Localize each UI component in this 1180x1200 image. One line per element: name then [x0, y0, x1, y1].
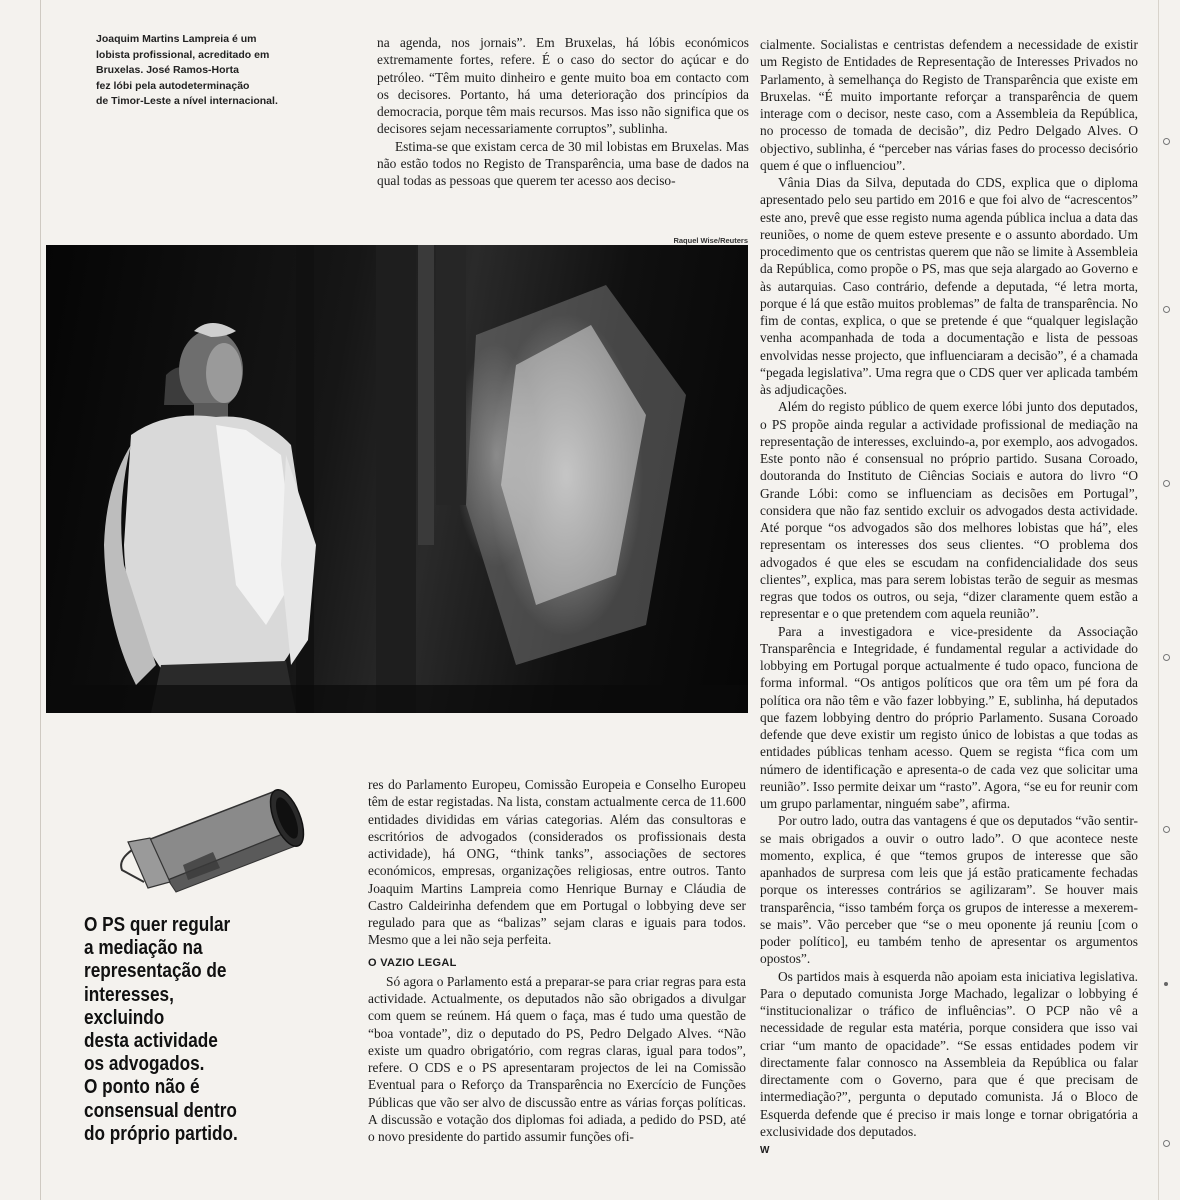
- pull-quote-line: desta actividade: [84, 1030, 218, 1053]
- caption-line: fez lóbi pela autodeterminação: [96, 79, 250, 92]
- article-column-1: [377, 34, 749, 189]
- section-subheading: O VAZIO LEGAL: [368, 956, 457, 969]
- paragraph: Só agora o Parlamento está a preparar-se para criar regras para esta actividade. Actualmente, os deputados não são obrigados a divulgar com quem se reúnem. Há quem o faça, mas é tudo uma questão de “boa vontade”, diz o deputado do PS, Pedro Delgado Alves. “Não existe um quadro obrigatório, com regras claras, igual para todos”, refere. O CDS e o PS apresentaram projectos de lei na Comissão Eventual para o Reforço da Transparência no Exercício de Funções Públicas que vão ser alvo de discussão entre as várias forças políticas. A discussão e votação dos diplomas foi adiada, a pedido do PSD, até o novo presidente do partido assumir funções ofi-: [368, 973, 746, 1144]
- caption-line: Joaquim Martins Lampreia é um: [96, 33, 257, 45]
- photo-credit: Raquel Wise/Reuters: [673, 236, 748, 245]
- pull-quote-line: do próprio partido.: [84, 1122, 238, 1145]
- portrait-photo-illustration: [46, 245, 748, 713]
- portrait-photo: [46, 245, 748, 713]
- paragraph: Estima-se que existam cerca de 30 mil lobistas em Bruxelas. Mas não estão todos no Registo de Transparência, uma base de dados na qual todas as pessoas que querem ter acesso aos deciso-: [377, 138, 749, 188]
- caption-line: Bruxelas. José Ramos-Horta: [96, 64, 239, 76]
- pull-quote-line: representação de: [84, 960, 227, 983]
- photo-caption: [96, 32, 296, 110]
- pull-quote-line: a mediação na: [84, 937, 203, 960]
- article-column-2: [368, 776, 746, 1145]
- page-edge-rule: [1158, 0, 1159, 1200]
- caption-line: de Timor-Leste a nível internacional.: [96, 95, 278, 107]
- page-mark: [1164, 982, 1168, 986]
- article-column-3: [760, 36, 1138, 1159]
- paragraph: res do Parlamento Europeu, Comissão Europeia e Conselho Europeu têm de estar registadas. Na lista, constam actualmente cerca de 11.600 entidades divididas em várias categorias. Além das consultoras e escritórios de advogados (considerados os profissionais desta actividade), há ONG, “think tanks”, associações de sectores económicos, empresas, organizações religiosas, entre outros. Tanto Joaquim Martins Lampreia como Henrique Burnay e Cláudia de Castro Caldeirinha defendem que em Portugal o lobbying deve ser regulado para que as “balizas” sejam claras e iguais para todos. Mesmo que a lei não seja perfeita.: [368, 777, 746, 948]
- caption-line: lobista profissional, acreditado em: [96, 48, 270, 61]
- pull-quote-line: O ponto não é: [84, 1076, 200, 1099]
- page-margin-rule: [40, 0, 41, 1200]
- pull-quote-line: os advogados.: [84, 1053, 205, 1076]
- binder-hole: [1163, 306, 1170, 313]
- paragraph: Para a investigadora e vice-presidente da Associação Transparência e Integridade, é fundamental regular a actividade do lobbying em Portugal porque actualmente é tudo opaco, funciona de forma informal. “Os antigos políticos que ora têm um pé fora da política ora não têm e vão fazer lobbying.” E, sublinha, há deputados que fazem lobbying dentro do próprio Parlamento. Susana Coroado defende que deve existir um registo único de lobistas a que todas as entidades públicas tenham acesso. Quem se regista “fica com um número de identificação e apresenta-o de cada vez que solicitar uma reunião”. Isso permite deixar um “rasto”. Agora, “se eu for reunir com um grupo parlamentar, ninguém sabe”, afirma.: [760, 623, 1138, 811]
- end-mark: W: [760, 1145, 770, 1156]
- pull-quote-line: interesses, excluindo: [84, 983, 174, 1029]
- paragraph: na agenda, nos jornais”. Em Bruxelas, há lóbis económicos extremamente fortes, refere. É o caso do sector do açúcar e do petróleo. “Têm muito dinheiro e gente muito boa em contacto com os decisores. Portanto, há uma deterioração dos princípios da democracia, porque têm mais recursos. Mas isso não significa que os decisores sejam necessariamente corruptos”, sublinha.: [377, 35, 749, 137]
- binder-hole: [1163, 654, 1170, 661]
- paragraph: Os partidos mais à esquerda não apoiam esta iniciativa legislativa. Para o deputado comunista Jorge Machado, legalizar o lobbying é “institucionalizar o tráfico de influências”. O PCP não vê a necessidade de regular esta matéria, porque considera que isso vai criar “um manto de opacidade”. “Se essas entidades podem vir directamente falar connosco na Assembleia da República ou falar directamente com o Governo, para que é que precisam de intermediação?”, pergunta o deputado comunista. Já o Bloco de Esquerda defende que é preciso ir mais longe e tornar obrigatória a exclusividade dos deputados.: [760, 968, 1138, 1139]
- binder-hole: [1163, 138, 1170, 145]
- paragraph: Vânia Dias da Silva, deputada do CDS, explica que o diploma apresentado pelo seu partido em 2016 e que foi alvo de “acrescentos” este ano, prevê que esse registo numa agenda pública inclua a data das reuniões, o nome de quem esteve presente e o assunto abordado. Um procedimento que os centristas querem que não se limite à Assembleia da República, como propõe o PS, mas que seja alargado ao Governo e às autarquias. Caso contrário, defende a deputada, “é letra morta, porque é lá que estão muitos problemas” de falta de transparência. No fim de contas, explica, o que se pretende é que “qualquer legislação venha acompanhada de toda a documentação e lista de pessoas envolvidas nesse projecto, que influenciaram a decisão”, é a chamada “pegada legislativa”. Uma regra que o CDS quer ver aplicada também às adjudicações.: [760, 175, 1138, 397]
- pull-quote-line: O PS quer regular: [84, 914, 231, 936]
- megaphone-icon: [88, 770, 348, 900]
- paragraph: Por outro lado, outra das vantagens é que os deputados “vão sentir-se mais obrigados a ouvir o outro lado”. O que acontece neste momento, explica, é que “temos grupos de interesse que são apanhados de surpresa com leis que já estão praticamente fechadas porque os interesses contrários se agilizaram”. Se houver mais transparência, “isso também força os grupos de interesse a mexerem-se mais”. Vão perceber que “se o meu oponente já reuniu [com o poder político], eu também tenho de apresentar os argumentos opostos”.: [760, 813, 1138, 967]
- binder-hole: [1163, 480, 1170, 487]
- pull-quote: [84, 914, 256, 1146]
- pull-quote-line: consensual dentro: [84, 1099, 237, 1122]
- paragraph: Além do registo público de quem exerce lóbi junto dos deputados, o PS propõe ainda regular a actividade profissional de mediação na representação de interesses, excluindo-a, por exemplo, aos advogados. Este ponto não é consensual no próprio partido. Susana Coroado, doutoranda do Instituto de Ciências Sociais e autora do livro “O Grande Lóbi: como se influenciam as decisões em Portugal”, considera que não faz sentido excluir os advogados desta actividade. Até porque “os advogados são dos melhores lobistas que há”, eles representam os interesses dos seus clientes. “O problema dos advogados é que eles se escudam na confidencialidade dos seus clientes”, explica, mas para serem lobistas terão de seguir as mesmas regras que todos os outros, ou seja, “dizer claramente quem estão a representar e o que pretendem com aquela reunião”.: [760, 399, 1138, 622]
- binder-hole: [1163, 1140, 1170, 1147]
- binder-hole: [1163, 826, 1170, 833]
- paragraph: cialmente. Socialistas e centristas defendem a necessidade de existir um Registo de Entidades de Representação de Interesses Privados no Parlamento, à semelhança do Registo de Transparência que existe em Bruxelas. “É muito importante reforçar a transparência de quem interage com o decisor, neste caso, com a Assembleia da República, no processo de tomada de decisão”, diz Pedro Delgado Alves. O objectivo, sublinha, é “perceber nas várias fases do processo decisório quem é que o influenciou”.: [760, 37, 1138, 173]
